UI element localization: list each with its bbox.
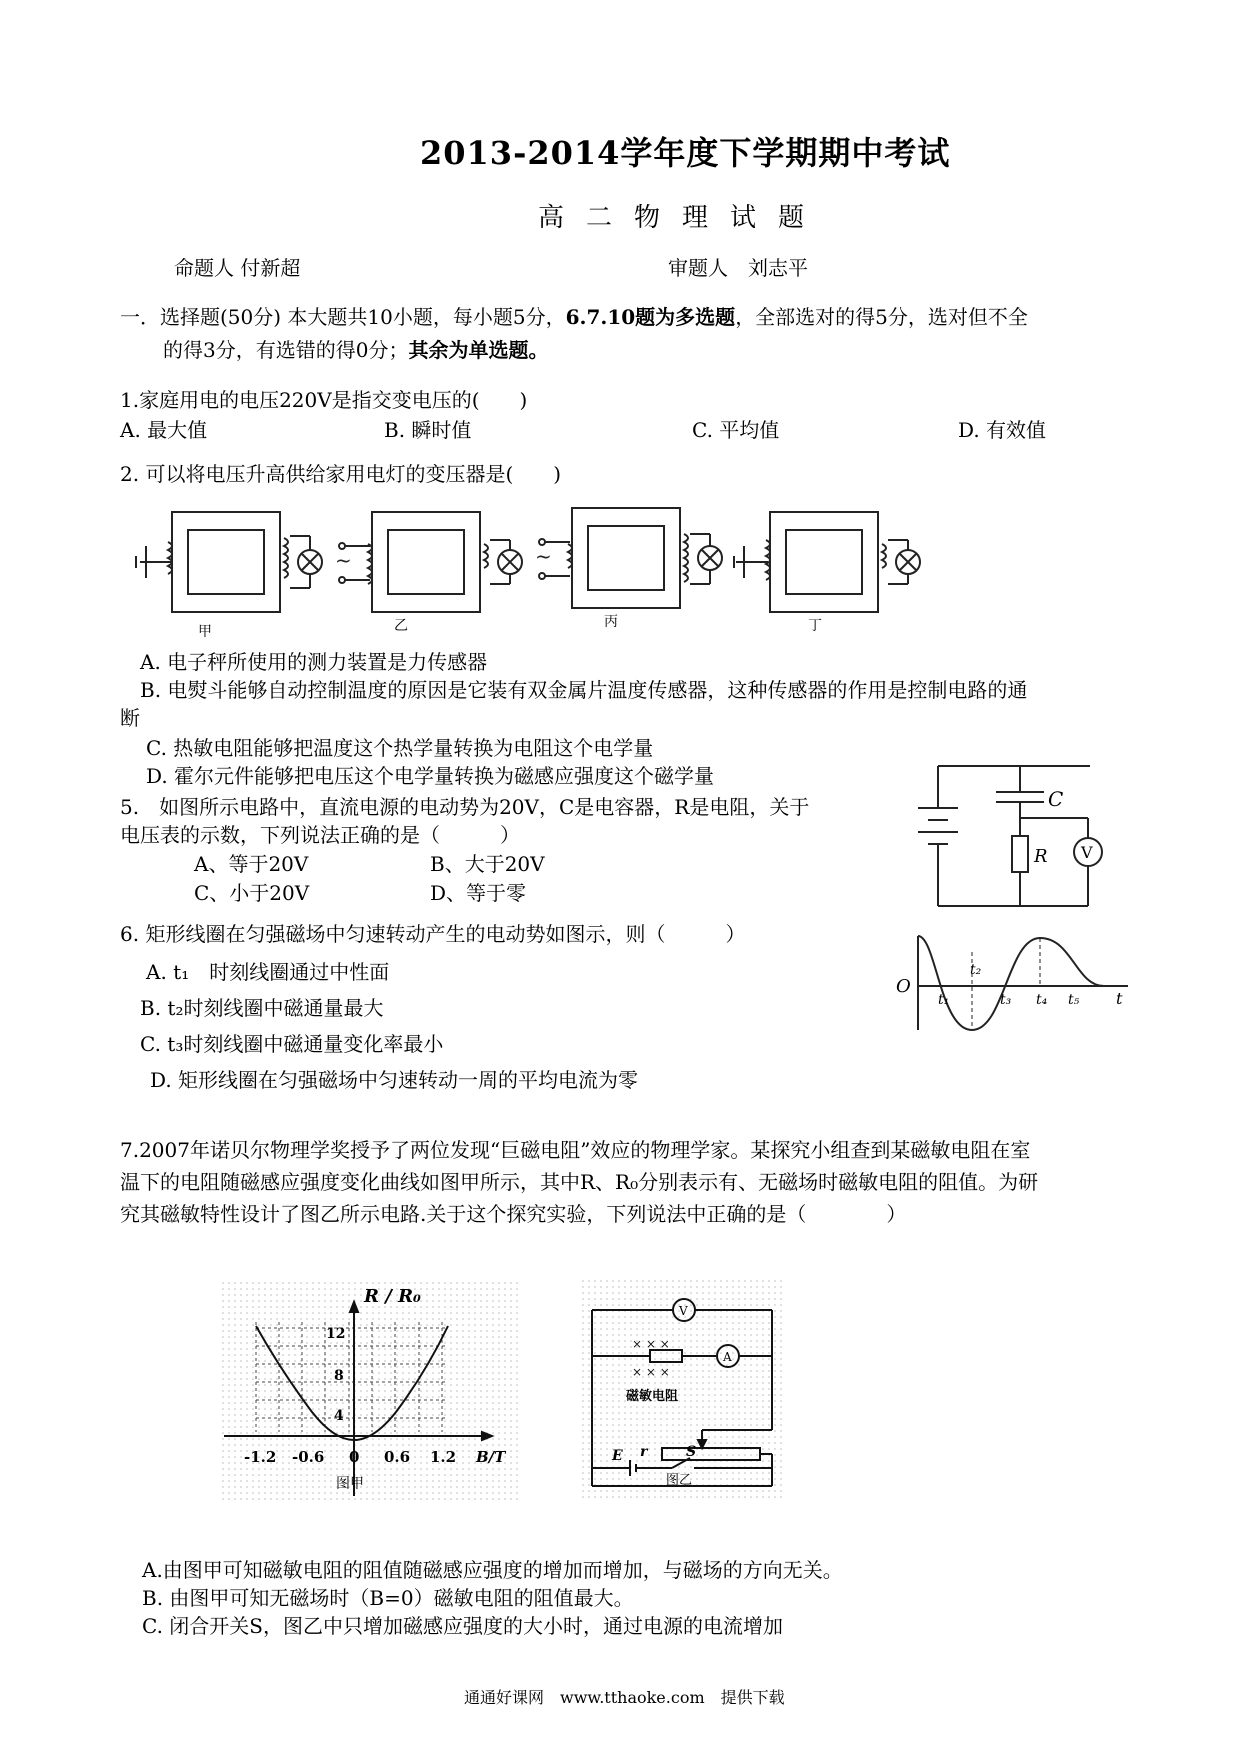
q7-stem-line1: 7.2007年诺贝尔物理学奖授予了两位发现“巨磁电阻”效应的物理学家。某探究小组查到某磁敏电阻在室 [120,1138,1031,1162]
fig-jia-ytick-4: 4 [334,1408,344,1424]
q6-option-c: C. t₃时刻线圈中磁通量变化率最小 [140,1032,444,1056]
q7-stem-line2: 温下的电阻随磁感应强度变化曲线如图甲所示，其中R、R₀分别表示有、无磁场时磁敏电阻的阻值。为研 [120,1170,1039,1194]
fig-jia-xtick-m12: -1.2 [244,1448,277,1466]
fig-jia-ytick-12: 12 [326,1326,346,1342]
page-footer: 通通好课网 www.tthaoke.com 提供下载 [464,1688,785,1707]
q5-voltmeter-label: V [1081,843,1093,862]
section-heading-line2-text: 的得3分，有选错的得0分； [163,338,409,362]
q6-option-b: B. t₂时刻线圈中磁通量最大 [140,996,384,1020]
label-jia: 甲 [198,624,212,640]
reviewer-line: 审题人 刘志平 [668,256,808,280]
q4-option-b-cont: 断 [120,706,140,730]
q6-option-a: A. t₁ 时刻线圈通过中性面 [146,960,390,984]
q7-option-a: A.由图甲可知磁敏电阻的阻值随磁感应强度的增加而增加，与磁场的方向无关。 [142,1558,843,1582]
fig-jia-xtick-12: 1.2 [430,1448,457,1466]
fig-yi-voltmeter-label: V [679,1304,688,1318]
label-bing: 丙 [604,614,618,630]
transformer-ding [734,512,920,612]
q5-option-c: C、小于20V [194,881,310,905]
q6-emf-graph [896,930,1136,1035]
fig-jia-xlabel: B/T [476,1448,506,1466]
section-heading-text-b: ，全部选对的得5分，选对但不全 [735,305,1028,329]
q6-t5-label: t₅ [1068,992,1080,1008]
svg-text:~: ~ [535,544,552,568]
section-heading [120,305,1028,329]
q7-figure-jia [222,1282,522,1502]
exam-title: 2013-2014学年度下学期期中考试 [420,134,951,172]
section-heading-line2 [163,338,548,362]
q5-stem-line1: 5. 如图所示电路中，直流电源的电动势为20V，C是电容器，R是电阻，关于 [120,795,810,819]
q6-t4-label: t₄ [1036,992,1048,1008]
q4-option-b: B. 电熨斗能够自动控制温度的原因是它装有双金属片温度传感器，这种传感器的作用是控制电路的通 [140,678,1028,702]
svg-text:× × ×: × × × [632,1365,670,1379]
q2-stem: 2. 可以将电压升高供给家用电灯的变压器是( ) [120,462,562,486]
q6-stem: 6. 矩形线圈在匀强磁场中匀速转动产生的电动势如图示，则（ ） [120,922,746,946]
q7-option-c: C. 闭合开关S，图乙中只增加磁感应强度的大小时，通过电源的电流增加 [142,1614,784,1638]
q5-resistor-label: R [1034,846,1048,867]
q4-option-a: A. 电子秤所使用的测力装置是力传感器 [140,650,488,674]
q5-circuit-figure [900,756,1130,916]
q6-origin-label: O [896,976,911,997]
q6-t1-label: t₁ [938,992,950,1008]
fig-yi-s-label: S [686,1444,697,1460]
fig-yi-e-label: E [612,1448,623,1464]
q1-option-b: B. 瞬时值 [384,418,472,442]
fig-jia-xtick-0: 0 [349,1448,360,1466]
q5-option-b: B、大于20V [430,852,545,876]
q6-time-axis-label: t [1116,989,1123,1008]
fig-yi-ammeter-label: A [723,1350,732,1364]
fig-yi-resistor-label: 磁敏电阻 [626,1389,679,1404]
transformer-yi [335,512,522,612]
section-heading-text-a: 一．选择题(50分) 本大题共10小题，每小题5分， [120,305,566,329]
fig-jia-xtick-06: 0.6 [384,1448,411,1466]
q4-option-c: C. 热敏电阻能够把温度这个热学量转换为电阻这个电学量 [146,736,654,760]
q6-t2-label: t₂ [970,962,982,978]
q1-option-a: A. 最大值 [120,418,208,442]
transformer-jia [136,512,322,612]
q5-capacitor-label: C [1048,787,1064,811]
q1-stem: 1.家庭用电的电压220V是指交变电压的( ) [120,388,528,412]
q5-option-a: A、等于20V [194,852,309,876]
label-yi: 乙 [394,618,408,634]
q1-option-d: D. 有效值 [958,418,1047,442]
fig-jia-ytick-8: 8 [334,1368,344,1384]
q7-figure-yi [582,1280,782,1500]
q1-option-c: C. 平均值 [692,418,780,442]
author-line: 命题人 付新超 [174,256,301,280]
q7-option-b: B. 由图甲可知无磁场时（B=0）磁敏电阻的阻值最大。 [142,1586,634,1610]
q7-stem-line3: 究其磁敏特性设计了图乙所示电路.关于这个探究实验，下列说法中正确的是（ ） [120,1202,907,1226]
q5-option-d: D、等于零 [430,881,527,905]
fig-yi-caption: 图乙 [666,1473,693,1488]
svg-text:~: ~ [335,548,352,572]
svg-text:× × ×: × × × [632,1337,670,1351]
q6-t3-label: t₃ [1000,992,1012,1008]
q2-transformer-figures [130,500,930,640]
q6-option-d: D. 矩形线圈在匀强磁场中匀速转动一周的平均电流为零 [150,1068,639,1092]
transformer-bing [535,508,722,608]
fig-jia-caption: 图甲 [336,1476,364,1492]
q4-option-d: D. 霍尔元件能够把电压这个电学量转换为磁感应强度这个磁学量 [146,764,715,788]
fig-jia-ylabel: R / R₀ [364,1286,421,1307]
fig-yi-r-label: r [640,1444,648,1460]
exam-subtitle: 高二物理试题 [538,203,827,233]
label-ding: 丁 [808,618,822,634]
fig-jia-xtick-m06: -0.6 [292,1448,325,1466]
section-heading-bold: 6.7.10题为多选题 [565,305,736,329]
section-heading-line2-bold: 其余为单选题。 [408,338,549,362]
q5-stem-line2: 电压表的示数，下列说法正确的是（ ） [120,823,520,847]
